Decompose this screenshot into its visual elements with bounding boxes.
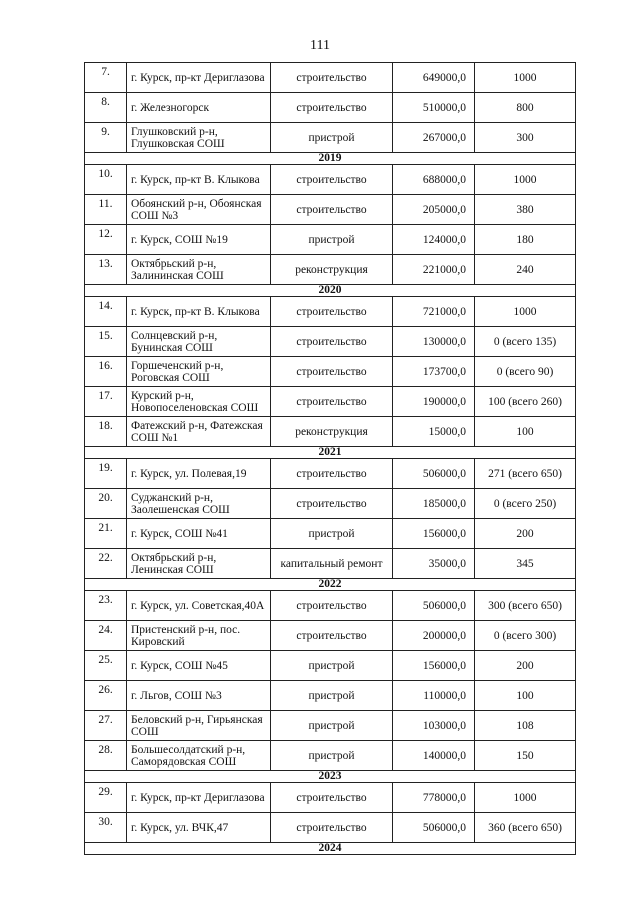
page-number: 111 [310, 38, 330, 53]
year-label: 2019 [85, 153, 576, 165]
table-row [85, 621, 576, 651]
cost-cell: 778000,0 [393, 783, 475, 813]
seats-cell: 0 (всего 135) [475, 327, 576, 357]
cost-cell: 200000,0 [393, 621, 475, 651]
cost-cell: 156000,0 [393, 519, 475, 549]
seats-cell: 240 [475, 255, 576, 285]
table-row [85, 195, 576, 225]
cost-cell: 506000,0 [393, 459, 475, 489]
row-number-cell: 29. [85, 783, 127, 813]
year-row [85, 447, 576, 459]
work-type-cell: пристрой [271, 123, 393, 153]
cost-cell: 506000,0 [393, 591, 475, 621]
work-type-cell: строительство [271, 357, 393, 387]
row-number-cell: 17. [85, 387, 127, 417]
location-cell: Большесолдатский р-н, Саморядовская СОШ [127, 741, 271, 771]
work-type-cell: строительство [271, 783, 393, 813]
row-number-cell: 8. [85, 93, 127, 123]
seats-cell: 300 (всего 650) [475, 591, 576, 621]
location-cell: Октябрьский р-н, Ленинская СОШ [127, 549, 271, 579]
row-number-cell: 15. [85, 327, 127, 357]
cost-cell: 267000,0 [393, 123, 475, 153]
work-type-cell: строительство [271, 489, 393, 519]
row-number-cell: 21. [85, 519, 127, 549]
seats-cell: 380 [475, 195, 576, 225]
table-row [85, 387, 576, 417]
seats-cell: 271 (всего 650) [475, 459, 576, 489]
table-row [85, 591, 576, 621]
cost-cell: 221000,0 [393, 255, 475, 285]
seats-cell: 0 (всего 90) [475, 357, 576, 387]
row-number-cell: 7. [85, 63, 127, 93]
table-row [85, 297, 576, 327]
work-type-cell: строительство [271, 591, 393, 621]
cost-cell: 15000,0 [393, 417, 475, 447]
row-number-cell: 24. [85, 621, 127, 651]
seats-cell: 1000 [475, 165, 576, 195]
year-label: 2022 [85, 579, 576, 591]
cost-cell: 173700,0 [393, 357, 475, 387]
cost-cell: 688000,0 [393, 165, 475, 195]
row-number-cell: 25. [85, 651, 127, 681]
table-row [85, 459, 576, 489]
location-cell: г. Курск, пр-кт В. Клыкова [127, 165, 271, 195]
location-cell: г. Курск, СОШ №45 [127, 651, 271, 681]
row-number-cell: 18. [85, 417, 127, 447]
cost-cell: 140000,0 [393, 741, 475, 771]
work-type-cell: пристрой [271, 651, 393, 681]
table-body [85, 63, 576, 855]
location-cell: Глушковский р-н, Глушковская СОШ [127, 123, 271, 153]
year-row [85, 771, 576, 783]
location-cell: Обоянский р-н, Обоянская СОШ №3 [127, 195, 271, 225]
seats-cell: 0 (всего 250) [475, 489, 576, 519]
work-type-cell: строительство [271, 621, 393, 651]
table-row [85, 549, 576, 579]
year-row [85, 153, 576, 165]
table-row [85, 165, 576, 195]
location-cell: г. Курск, СОШ №41 [127, 519, 271, 549]
year-label: 2020 [85, 285, 576, 297]
row-number-cell: 19. [85, 459, 127, 489]
seats-cell: 800 [475, 93, 576, 123]
cost-cell: 721000,0 [393, 297, 475, 327]
seats-cell: 200 [475, 651, 576, 681]
table-row [85, 63, 576, 93]
location-cell: г. Железногорск [127, 93, 271, 123]
seats-cell: 200 [475, 519, 576, 549]
work-type-cell: реконструкция [271, 417, 393, 447]
work-type-cell: строительство [271, 63, 393, 93]
work-type-cell: строительство [271, 165, 393, 195]
location-cell: г. Курск, ул. ВЧК,47 [127, 813, 271, 843]
work-type-cell: строительство [271, 297, 393, 327]
year-label: 2024 [85, 843, 576, 855]
table-row [85, 681, 576, 711]
table-row [85, 93, 576, 123]
seats-cell: 100 (всего 260) [475, 387, 576, 417]
table-row [85, 711, 576, 741]
seats-cell: 345 [475, 549, 576, 579]
work-type-cell: строительство [271, 813, 393, 843]
work-type-cell: строительство [271, 195, 393, 225]
work-type-cell: строительство [271, 93, 393, 123]
cost-cell: 156000,0 [393, 651, 475, 681]
table-row [85, 489, 576, 519]
cost-cell: 35000,0 [393, 549, 475, 579]
table-row [85, 255, 576, 285]
construction-table [84, 62, 576, 855]
row-number-cell: 10. [85, 165, 127, 195]
seats-cell: 360 (всего 650) [475, 813, 576, 843]
row-number-cell: 30. [85, 813, 127, 843]
work-type-cell: пристрой [271, 711, 393, 741]
seats-cell: 300 [475, 123, 576, 153]
location-cell: г. Курск, СОШ №19 [127, 225, 271, 255]
table-row [85, 519, 576, 549]
cost-cell: 190000,0 [393, 387, 475, 417]
location-cell: г. Курск, ул. Советская,40А [127, 591, 271, 621]
work-type-cell: пристрой [271, 519, 393, 549]
cost-cell: 205000,0 [393, 195, 475, 225]
year-row [85, 579, 576, 591]
row-number-cell: 14. [85, 297, 127, 327]
seats-cell: 108 [475, 711, 576, 741]
cost-cell: 506000,0 [393, 813, 475, 843]
year-label: 2023 [85, 771, 576, 783]
seats-cell: 1000 [475, 297, 576, 327]
cost-cell: 130000,0 [393, 327, 475, 357]
location-cell: Суджанский р-н, Заолешенская СОШ [127, 489, 271, 519]
seats-cell: 150 [475, 741, 576, 771]
cost-cell: 185000,0 [393, 489, 475, 519]
location-cell: г. Курск, ул. Полевая,19 [127, 459, 271, 489]
row-number-cell: 22. [85, 549, 127, 579]
location-cell: Солнцевский р-н, Бунинская СОШ [127, 327, 271, 357]
table-row [85, 417, 576, 447]
table-row [85, 357, 576, 387]
seats-cell: 100 [475, 681, 576, 711]
row-number-cell: 9. [85, 123, 127, 153]
work-type-cell: строительство [271, 327, 393, 357]
seats-cell: 1000 [475, 63, 576, 93]
row-number-cell: 28. [85, 741, 127, 771]
year-row [85, 843, 576, 855]
seats-cell: 100 [475, 417, 576, 447]
location-cell: Горшеченский р-н, Роговская СОШ [127, 357, 271, 387]
row-number-cell: 23. [85, 591, 127, 621]
cost-cell: 103000,0 [393, 711, 475, 741]
location-cell: Октябрьский р-н, Залининская СОШ [127, 255, 271, 285]
table-row [85, 741, 576, 771]
seats-cell: 180 [475, 225, 576, 255]
location-cell: Беловский р-н, Гирьянская СОШ [127, 711, 271, 741]
table-row [85, 813, 576, 843]
row-number-cell: 26. [85, 681, 127, 711]
work-type-cell: реконструкция [271, 255, 393, 285]
seats-cell: 1000 [475, 783, 576, 813]
work-type-cell: капитальный ремонт [271, 549, 393, 579]
location-cell: г. Курск, пр-кт Дериглазова [127, 63, 271, 93]
year-row [85, 285, 576, 297]
cost-cell: 110000,0 [393, 681, 475, 711]
row-number-cell: 12. [85, 225, 127, 255]
location-cell: г. Курск, пр-кт Дериглазова [127, 783, 271, 813]
table-row [85, 327, 576, 357]
cost-cell: 124000,0 [393, 225, 475, 255]
seats-cell: 0 (всего 300) [475, 621, 576, 651]
row-number-cell: 20. [85, 489, 127, 519]
location-cell: г. Льгов, СОШ №3 [127, 681, 271, 711]
table-row [85, 783, 576, 813]
row-number-cell: 16. [85, 357, 127, 387]
location-cell: г. Курск, пр-кт В. Клыкова [127, 297, 271, 327]
row-number-cell: 13. [85, 255, 127, 285]
cost-cell: 510000,0 [393, 93, 475, 123]
year-label: 2021 [85, 447, 576, 459]
table-row [85, 651, 576, 681]
work-type-cell: пристрой [271, 225, 393, 255]
table-row [85, 123, 576, 153]
work-type-cell: строительство [271, 387, 393, 417]
location-cell: Пристенский р-н, пос. Кировский [127, 621, 271, 651]
row-number-cell: 11. [85, 195, 127, 225]
work-type-cell: пристрой [271, 681, 393, 711]
location-cell: Фатежский р-н, Фатежская СОШ №1 [127, 417, 271, 447]
work-type-cell: пристрой [271, 741, 393, 771]
table-row [85, 225, 576, 255]
cost-cell: 649000,0 [393, 63, 475, 93]
location-cell: Курский р-н, Новопоселеновская СОШ [127, 387, 271, 417]
work-type-cell: строительство [271, 459, 393, 489]
row-number-cell: 27. [85, 711, 127, 741]
